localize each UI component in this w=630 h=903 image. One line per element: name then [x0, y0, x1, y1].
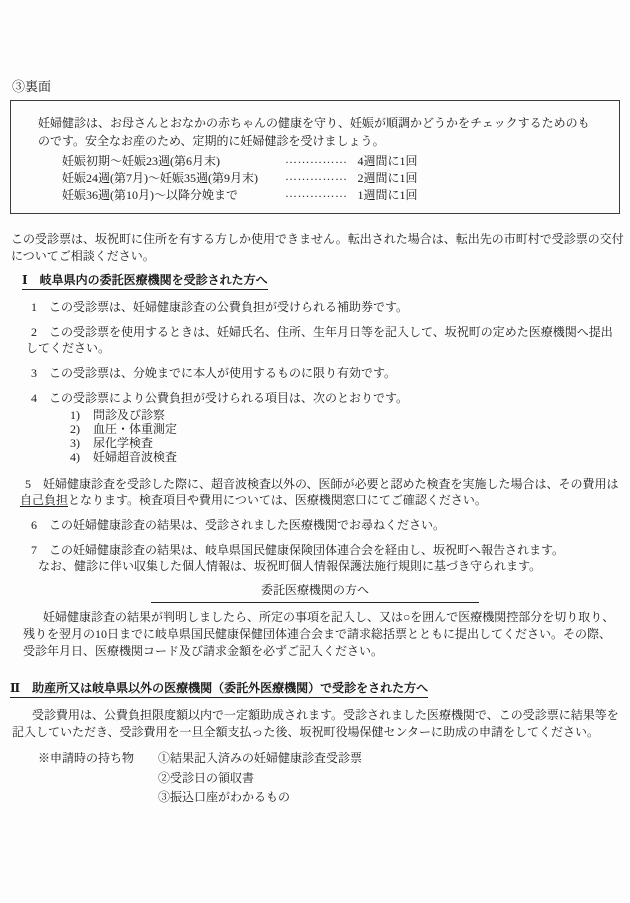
- list-item: [26, 390, 624, 464]
- item-number: 7: [31, 543, 37, 557]
- sub-item-text: 血圧・体重測定: [93, 422, 178, 436]
- application-belongings: [38, 749, 630, 808]
- sub-item-text: 尿化学検査: [93, 436, 154, 450]
- schedule-period: 妊娠36週(第10月)～以降分娩まで: [62, 188, 238, 202]
- sub-list-item: [70, 436, 624, 450]
- item-text: となります。検査項目や費用については、医療機関窓口にてご確認ください。: [68, 493, 487, 507]
- schedule-row: [62, 187, 599, 204]
- schedule-period: 妊娠24週(第7月)～妊娠35週(第9月末): [62, 171, 258, 185]
- sub-list-item: [70, 450, 624, 464]
- item-number: 2: [31, 325, 37, 339]
- sub-item-text: 問診及び診察: [93, 408, 166, 422]
- section-number: Ⅱ: [10, 681, 21, 695]
- belongings-item: ②受診日の領収書: [158, 770, 255, 785]
- item-text: 妊婦健康診査を受診した際に、超音波検査以外の、医師が必要と認めた検査を実施した場合は、その費用は: [43, 477, 619, 491]
- section-1-heading-text: [22, 272, 268, 290]
- item-text: この受診票を使用するときは、妊婦氏名、住所、生年月日等を記入して、坂祝町の定めた医療機関へ提出してください。: [26, 325, 613, 355]
- dot-leader: ……………: [285, 169, 348, 183]
- item-number: 1: [31, 300, 37, 314]
- item-number: 6: [31, 518, 37, 532]
- sub-list-item: [70, 408, 624, 422]
- page-side-label: ③裏面: [12, 79, 52, 94]
- sub-list-item: [70, 422, 624, 436]
- schedule-frequency: 2週間に1回: [357, 171, 418, 185]
- list-item: [20, 476, 626, 508]
- item-number: 3: [31, 366, 37, 380]
- subsidy-instructions: 受診費用は、公費負担限度額以内で一定額助成されます。受診されました医療機関で、この受診票に結果等を記入していただき、受診費用を一旦全額支払った後、坂祝町役場保健センターに助成の申請をしてください。: [12, 708, 619, 739]
- sub-item-number: 3): [70, 436, 80, 450]
- item-text: この妊婦健康診査の結果は、受診されました医療機関でお尋ねください。: [49, 518, 446, 532]
- list-item: [26, 324, 624, 356]
- sub-item-text: 妊婦超音波検査: [93, 450, 178, 464]
- section-title: 助産所又は岐阜県以外の医療機関（委託外医療機関）で受診をされた方へ: [32, 681, 429, 695]
- section-title: 岐阜県内の委託医療機関を受診された方へ: [39, 273, 268, 287]
- checkup-schedule: [62, 153, 599, 204]
- section-1-heading: [22, 272, 630, 290]
- checkup-intro-box: [10, 100, 620, 214]
- section-2-heading-text: [10, 680, 428, 698]
- item-text: この受診票は、分娩までに本人が使用するものに限り有効です。: [49, 366, 397, 380]
- residence-notice: この受診票は、坂祝町に住所を有する方しか使用できません。転出された場合は、転出先の市町村で受診票の交付についてご相談ください。: [11, 232, 624, 263]
- checkup-description: 妊婦健診は、お母さんとおなかの赤ちゃんの健康を守り、妊娠が順調かどうかをチェックするためのものです。安全なお産のため、定期的に妊婦健診を受けましょう。: [38, 116, 590, 148]
- belongings-item: ①結果記入済みの妊婦健康診査受診票: [158, 751, 363, 765]
- provider-heading: 委託医療機関の方へ: [151, 582, 479, 603]
- schedule-frequency: 4週間に1回: [357, 154, 418, 168]
- item-text: この受診票により公費負担が受けられる項目は、次のとおりです。: [49, 391, 409, 405]
- dot-leader: ……………: [285, 152, 348, 166]
- section-2-heading: [10, 680, 630, 698]
- schedule-frequency: 1週間に1回: [357, 188, 418, 202]
- list-item: [26, 365, 624, 381]
- sub-item-number: 4): [70, 450, 80, 464]
- item-number: 4: [31, 391, 37, 405]
- item-note: なお、健診に伴い収集した個人情報は、坂祝町個人情報保護法施行規則に基づき守られます。: [38, 559, 542, 573]
- item-text: この受診票は、妊婦健康診査の公費負担が受けられる補助券です。: [49, 300, 409, 314]
- schedule-period: 妊娠初期～妊娠23週(第6月末): [62, 154, 220, 168]
- item-text: この妊婦健康診査の結果は、岐阜県国民健康保険団体連合会を経由し、坂祝町へ報告されます。: [49, 543, 565, 557]
- list-item: [26, 299, 624, 315]
- item-number: 5: [25, 477, 31, 491]
- provider-instructions: 妊婦健康診査の結果が判明しましたら、所定の事項を記入し、又は○を囲んで医療機関控部分を切り取り、残りを翌月の10日までに岐阜県国民健康保健団体連合会まで請求総括票とともに提出してください。その際、受診年月日、医療機関コード及び請求金額を必ずご記入ください。: [23, 610, 615, 658]
- self-pay-underlined-text: 自己負担: [20, 493, 69, 507]
- sub-item-number: 2): [70, 422, 80, 436]
- list-item: [26, 517, 626, 533]
- belongings-label: ※申請時の持ち物: [38, 751, 135, 765]
- section-1-items: [0, 299, 630, 574]
- section-number: Ⅰ: [22, 273, 28, 287]
- list-item: [26, 542, 626, 574]
- belongings-item: ③振込口座がわかるもの: [158, 790, 291, 804]
- sub-item-number: 1): [70, 408, 80, 422]
- dot-leader: ……………: [285, 186, 348, 200]
- belongings-list: [158, 749, 362, 808]
